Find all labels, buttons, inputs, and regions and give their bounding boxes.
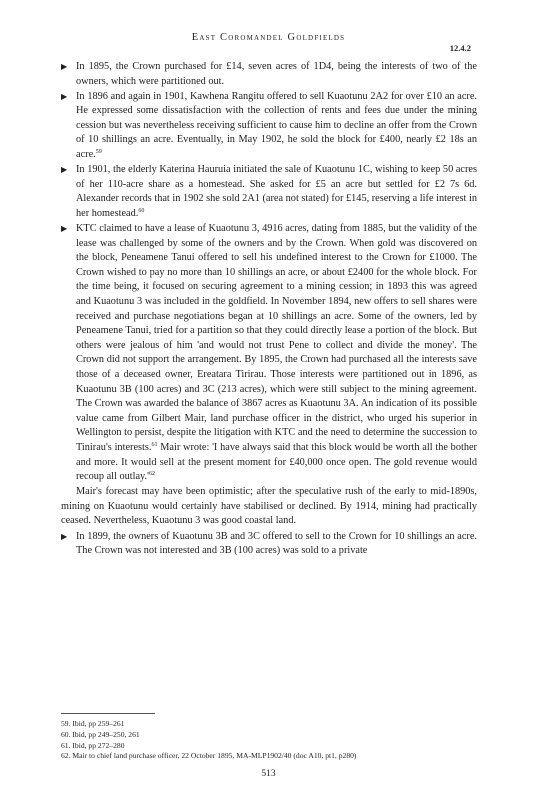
right-triangle-bullet-icon: ▶	[61, 531, 68, 541]
list-item	[61, 90, 477, 163]
list-item	[61, 222, 477, 485]
right-triangle-bullet-icon: ▶	[61, 62, 68, 71]
item-text: In 1899, the owners of Kuaotunu 3B and 3C offered to sell to the Crown for 10 shillings an acre. The Crown was not interested and 3B (100 acres) was sold to a private	[76, 530, 477, 557]
item-text: claimed to have a lease of Kuaotunu 3, 4916 acres, dating from 1885, but the validity of the lease was challenged by some of the owners and by the Crown. When gold was discovered on the block, Peneamene Tanui offered to sell his undefined interest to the Crown for £1000. The Crown wished to pay no more than 10 shillings an acre, or about £2400 for the whole block. For the time being, it focused on securing agreement to a mining cession; in 1893 this was agreed and Kuaotunu 3 was included in the goldfield. In November 1894, new offers to sell shares were received and purchase negotiations began at 10 shillings an acre. Some of the owners, led by Peneamene Tanui, tried for a partition so that they could directly lease a portion of the block. But others were jealous of him 'and would not trust Pene to collect and divide the money'. The Crown did not support the arrangement. By 1895, the Crown had purchased all the interests save those of a deceased owner, Ereatara Tirirau. Those interests were partitioned out in 1896, as Kuaotunu 3B (100 acres) and 3C (213 acres), which were still subject to the mining agreement. The Crown was awarded the balance of 3867 acres as Kuaotunu 3A. An indication of its possible value came from Gilbert Mair, land purchase officer in the district, who urged his superior in Wellington to persist, despite the litigation with	[76, 223, 478, 439]
abbreviation: KTC	[76, 223, 97, 235]
footnote-ref[interactable]: 60	[138, 207, 145, 214]
footnote: 62. Mair to chief land purchase officer, 22 October 1895, MA-MLP1902/40 (doc A10, pt1, p280)	[61, 751, 357, 761]
list-item	[61, 60, 477, 89]
item-text: Mair wrote: 'I have always said that this block would be worth all the bother and more. It would sell at the present moment for £40,000 once open. The gold revenue would recoup all outlay.'	[76, 441, 477, 483]
footnote-ref[interactable]: 59	[95, 149, 102, 156]
item-text: and the need to determine the succession to Tinirau's interests.	[76, 427, 477, 453]
footnote: 59. Ibid, pp 259–261	[61, 719, 125, 728]
footnote: 61. Ibid, pp 272–280	[61, 740, 125, 750]
item-text: In 1895, the Crown purchased for £14, seven acres of 1D4, being the interests of two of the owners, which were partitioned out.	[76, 61, 477, 87]
running-title: East Coromandel Goldfields	[191, 32, 346, 43]
item-text: In 1896 and again in 1901, Kawhena Rangitu offered to sell Kuaotunu 2A2 for over £10 an acre. He expressed some dissatisfaction with the collection of rents and fees due under the mining cession but was nevertheless receiving sufficient to cause him to decline an offer from the Crown of 10 shillings an acre. Eventually, in May 1902, he sold the block for £400, nearly £2 18s an acre.	[76, 90, 477, 161]
right-triangle-bullet-icon: ▶	[61, 91, 68, 101]
list-item	[61, 163, 477, 221]
main-text	[61, 60, 477, 559]
item-text: In 1901, the elderly Katerina Hauruia initiated the sale of Kuaotunu 1C, wishing to keep 50 acres of her 110-acre share as a homestead. She asked for £5 an acre but settled for £2 7s 6d. Alexander records that in 1902 she sold 2A1 (area not stated) for £145, reserving a life interest in her homestead.	[76, 164, 477, 219]
footnote-divider	[61, 713, 155, 714]
footnotes	[61, 719, 477, 762]
list-item	[61, 530, 477, 559]
right-triangle-bullet-icon: ▶	[61, 224, 68, 234]
right-triangle-bullet-icon: ▶	[61, 165, 68, 175]
footnote-ref[interactable]: 62	[148, 471, 155, 478]
footnote-ref[interactable]: 61	[151, 441, 158, 448]
page-number: 513	[261, 769, 276, 779]
section-number: 12.4.2	[449, 43, 471, 53]
footnote: 60. Ibid, pp 249–250, 261	[61, 729, 140, 739]
paragraph: Mair's forecast may have been optimistic; after the speculative rush of the early to mid-1890s, mining on Kuaotunu would certainly have stabilised or declined. By 1914, mining had practically ceased. Nevertheless, Kuaotunu 3 was good coastal land.	[61, 486, 477, 527]
abbreviation: KTC	[274, 427, 296, 439]
